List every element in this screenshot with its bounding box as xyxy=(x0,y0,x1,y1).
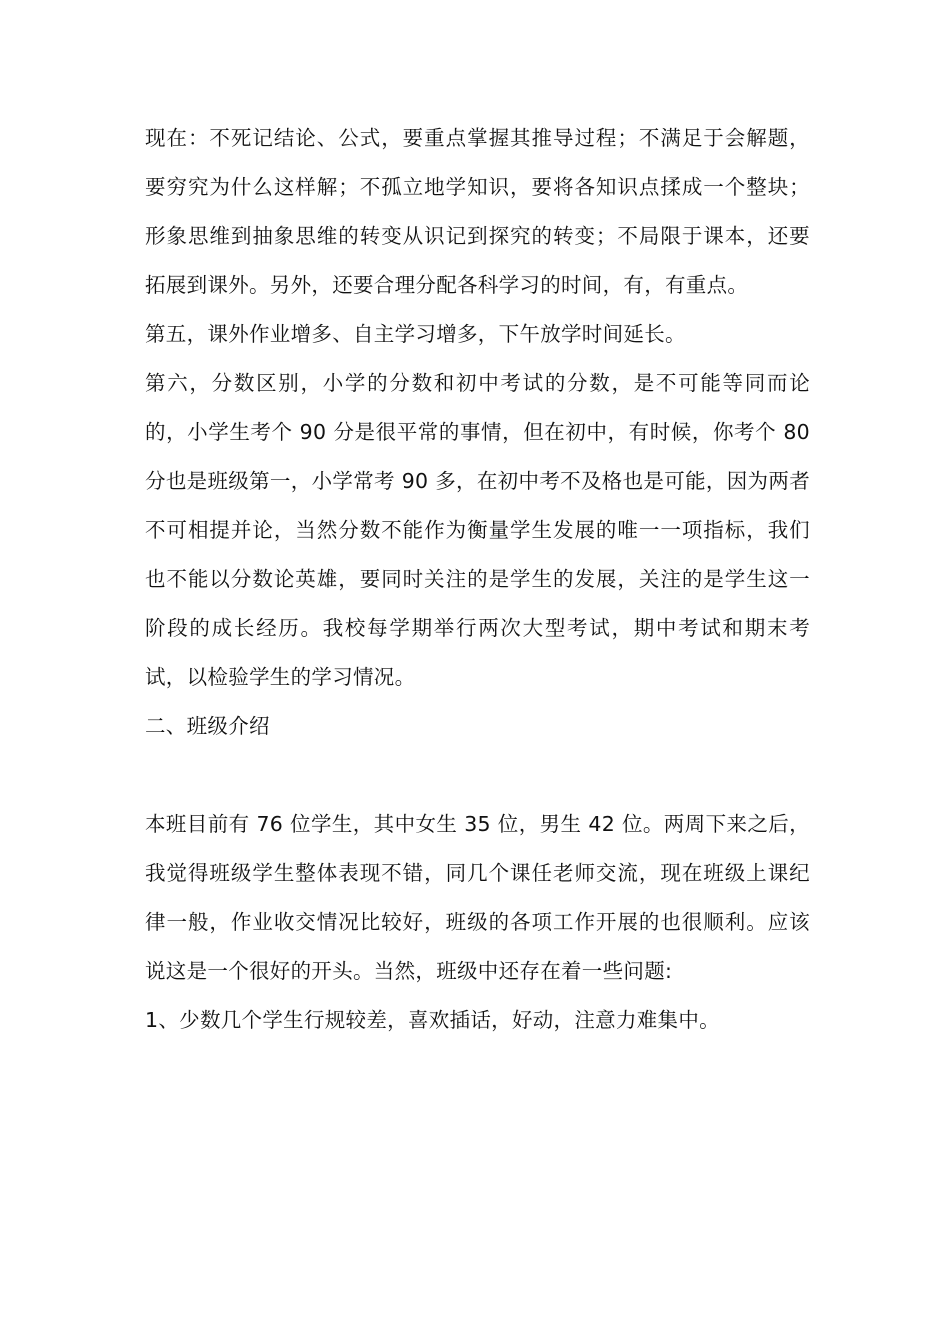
paragraph-point-five: 第五，课外作业增多、自主学习增多，下午放学时间延长。 xyxy=(145,322,686,346)
section-heading-class-introduction: 二、班级介绍 xyxy=(145,714,270,738)
list-item-problem-1: 1、少数几个学生行规较差，喜欢插话，好动，注意力难集中。 xyxy=(145,1008,720,1032)
paragraph-study-methods: 现在：不死记结论、公式，要重点掌握其推导过程；不满足于会解题，要穷究为什么这样解；不孤立地学知识，要将各知识点揉成一个整块；形象思维到抽象思维的转变从识记到探究的转变；不局限于课本，还要拓展到课外。另外，还要合理分配各科学习的时间，有，有重点。 xyxy=(145,126,810,297)
blank-line xyxy=(145,751,810,800)
paragraph-point-six: 第六，分数区别，小学的分数和初中考试的分数，是不可能等同而论的，小学生考个 90 分是很平常的事情，但在初中，有时候，你考个 80 分也是班级第一，小学常考 90 多，在初中考不及格也是可能，因为两者不可相提并论，当然分数不能作为衡量学生发展的唯一一项指标，我们也不能以分数论英雄，要同时关注的是学生的发展，关注的是学生这一阶段的成长经历。我校每学期举行两次大型考试，期中考试和期末考试，以检验学生的学习情况。 xyxy=(145,371,810,689)
document-body xyxy=(145,114,810,1045)
paragraph-class-overview: 本班目前有 76 位学生，其中女生 35 位，男生 42 位。两周下来之后，我觉得班级学生整体表现不错，同几个课任老师交流，现在班级上课纪律一般，作业收交情况比较好，班级的各项工作开展的也很顺利。应该说这是一个很好的开头。当然，班级中还存在着一些问题: xyxy=(145,812,810,983)
